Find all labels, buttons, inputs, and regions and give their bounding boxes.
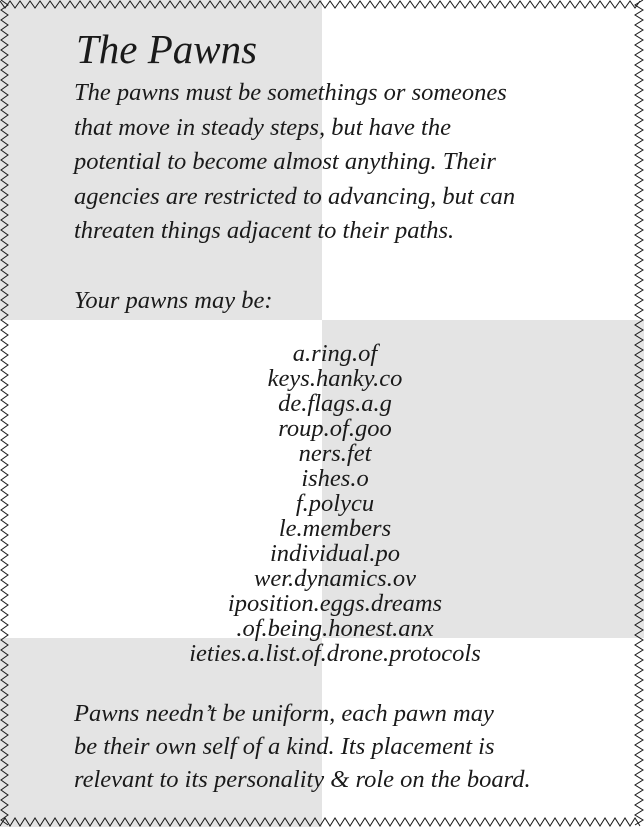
poem-line: a.ring.of [292, 340, 378, 367]
poem-line: ieties.a.list.of.drone.protocols [189, 640, 481, 667]
closing-line: relevant to its personality & role on the board. [74, 766, 531, 793]
intro-paragraph [74, 76, 614, 249]
poem-line: le.members [278, 515, 392, 542]
poem-line: wer.dynamics.ov [254, 565, 416, 592]
poem-line: de.flags.a.g [278, 390, 392, 417]
intro-line: that move in steady steps, but have the [74, 113, 451, 141]
poem-line: keys.hanky.co [267, 365, 403, 392]
closing-paragraph [74, 697, 634, 796]
poem-line: f.polycu [295, 490, 375, 517]
poem-line: ishes.o [301, 465, 369, 492]
list-lead: Your pawns may be: [74, 287, 273, 314]
intro-line: potential to become almost anything. Their [74, 148, 496, 175]
intro-line: agencies are restricted to advancing, but can [74, 182, 516, 210]
zigzag-border-bottom [0, 817, 644, 827]
intro-line: The pawns must be somethings or someones [74, 79, 507, 106]
page-title: The Pawns [76, 26, 258, 72]
closing-line: Pawns needn’t be uniform, each pawn may [74, 700, 494, 727]
poem-line: iposition.eggs.dreams [227, 590, 443, 617]
pawn-poem [40, 341, 630, 666]
zigzag-border-top [0, 0, 644, 10]
intro-line: threaten things adjacent to their paths. [74, 217, 455, 244]
closing-line: be their own self of a kind. Its placement is [74, 733, 495, 760]
poem-line: individual.po [270, 540, 400, 567]
poem-line: roup.of.goo [278, 415, 392, 442]
zigzag-border-left [0, 0, 10, 827]
poem-line: ners.fet [298, 440, 372, 467]
zigzag-border-right [634, 0, 644, 827]
poem-line: .of.being.honest.anx [236, 615, 434, 642]
